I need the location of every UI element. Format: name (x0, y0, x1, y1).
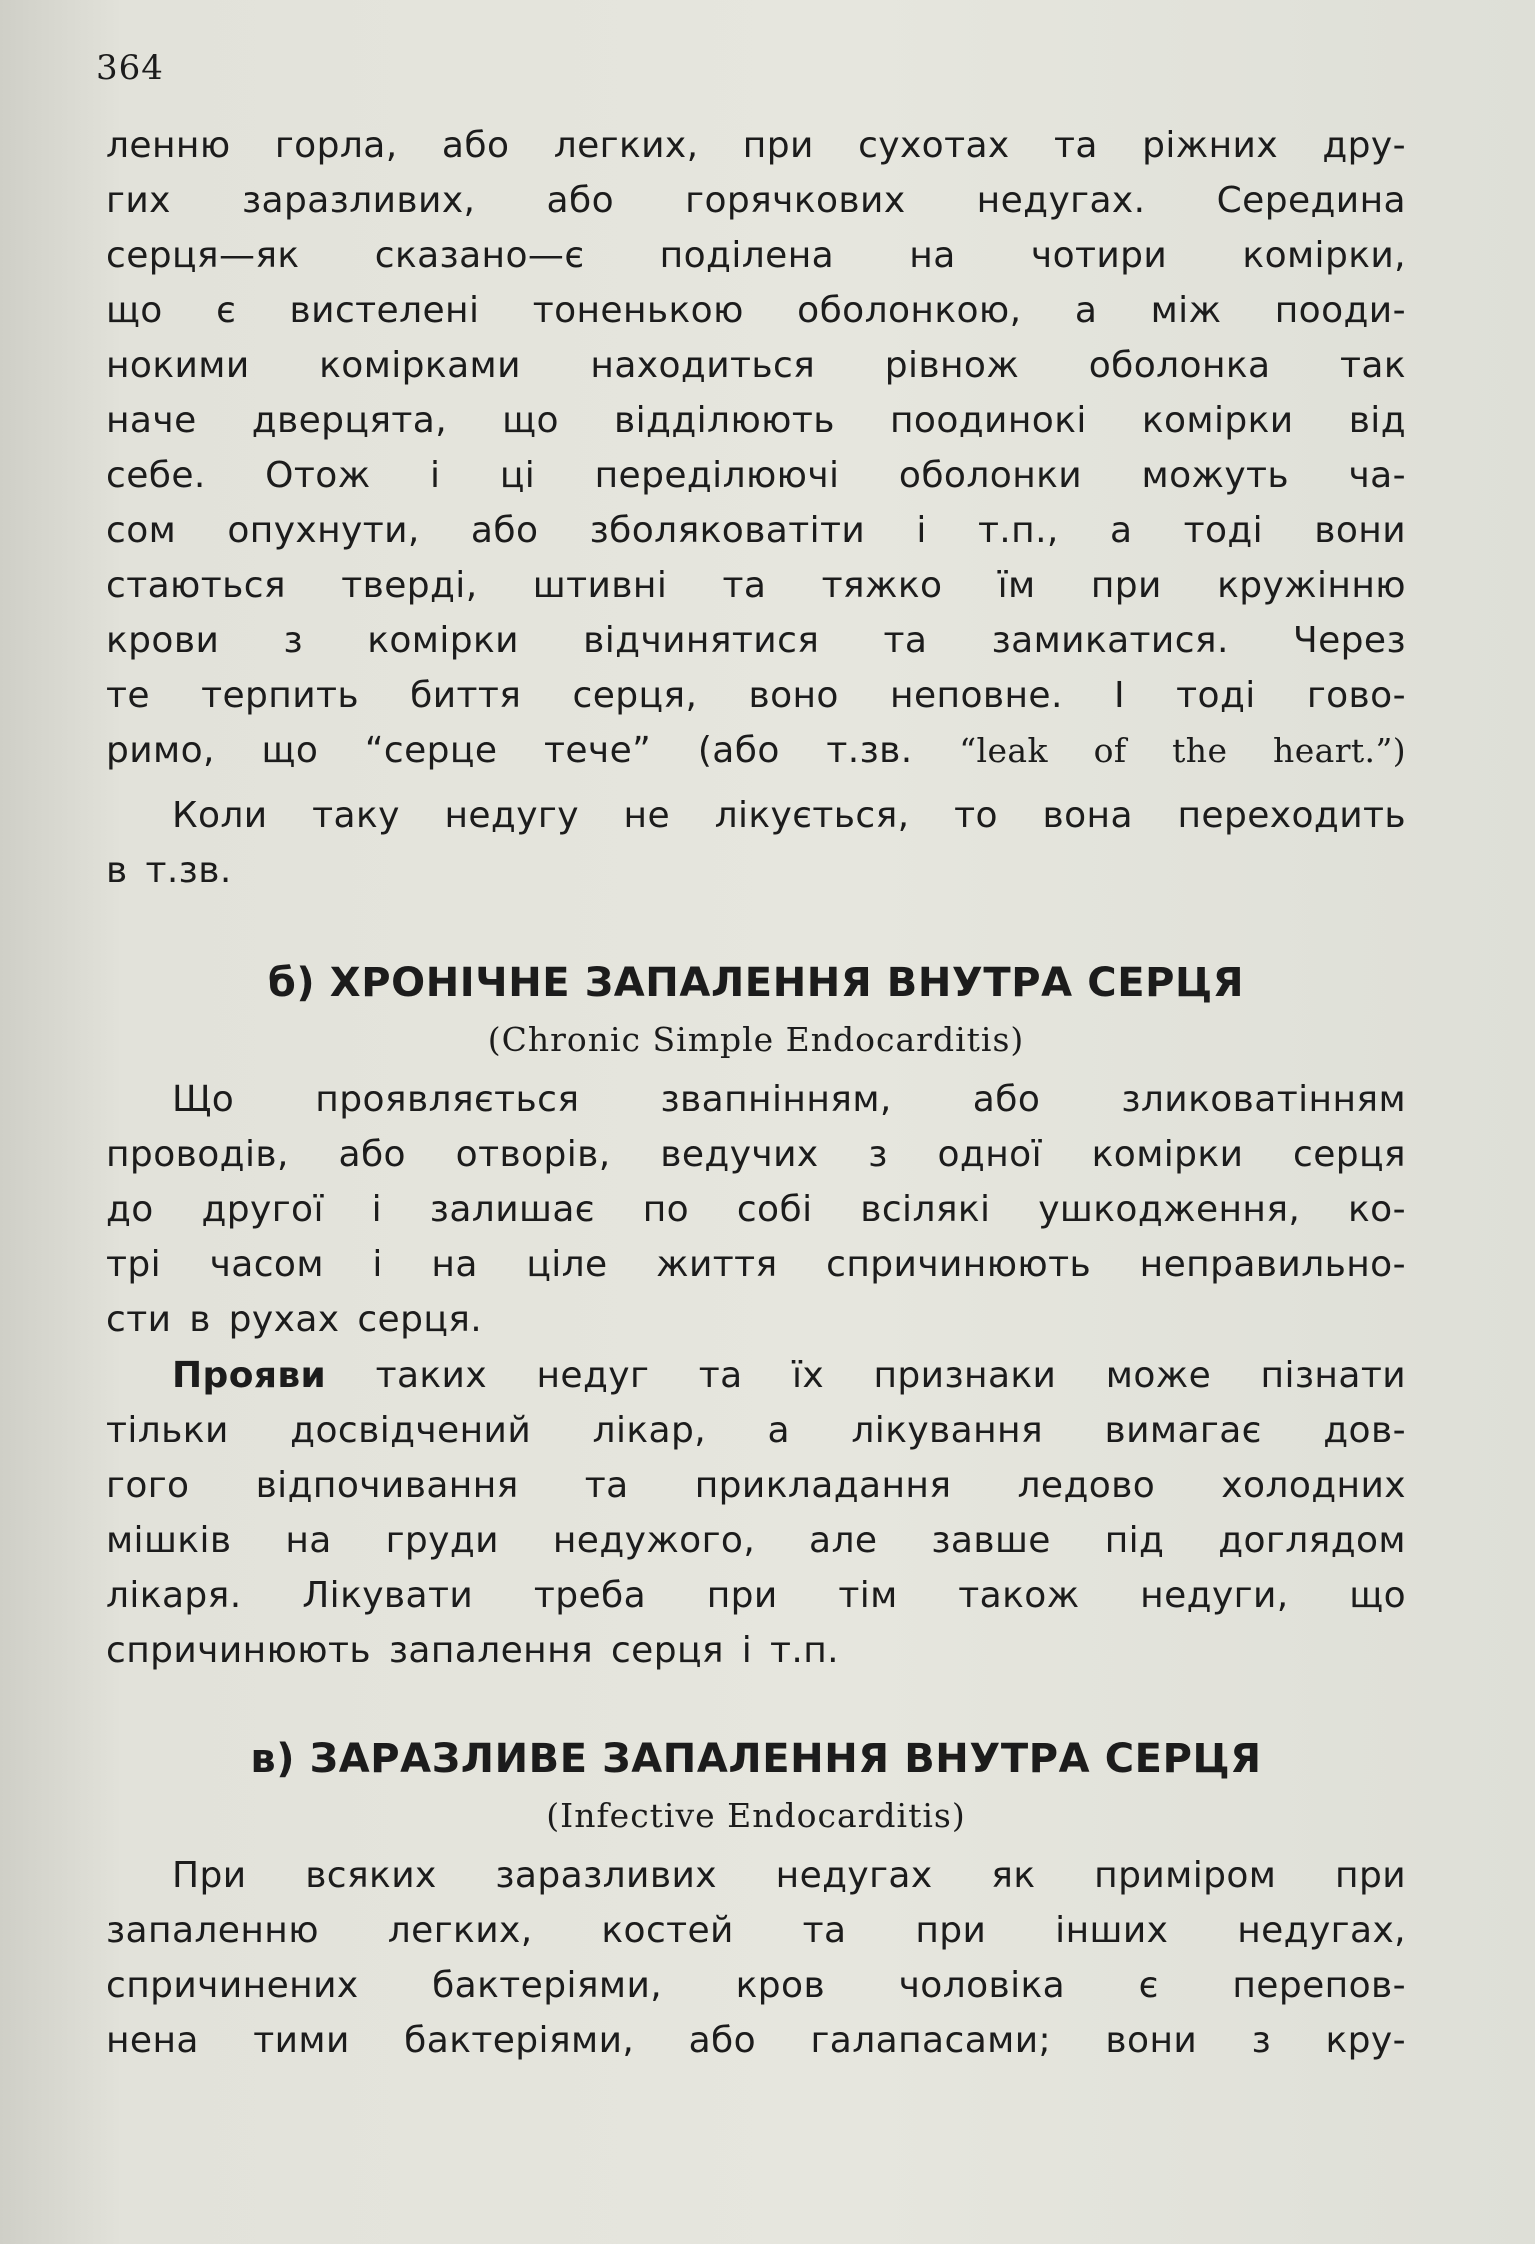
text-line: до другої і залишає по собі всілякі ушкодження, ко- (106, 1189, 1406, 1230)
text-line: ленню горла, або легких, при сухотах та ріжних дру- (106, 125, 1406, 166)
english-term: “leak of the heart.”) (959, 731, 1406, 770)
text-line: себе. Отож і ці переділюючі оболонки можуть ча- (106, 455, 1406, 496)
paragraph-transition (106, 788, 1406, 898)
text-line: Прояви таких недуг та їх признаки може пізнати (172, 1355, 1406, 1396)
text-line: Коли таку недугу не лікується, то вона переходить (172, 795, 1406, 836)
text-line: те терпить биття серця, воно неповне. І тоді гово- (106, 675, 1406, 716)
text-line: наче дверцята, що відділюють поодинокі комірки від (106, 400, 1406, 441)
text-line: запаленню легких, костей та при інших недугах, (106, 1910, 1406, 1951)
text-line: мішків на груди недужого, але завше під доглядом (106, 1520, 1406, 1561)
text-line: нокими комірками находиться рівнож оболонка так (106, 345, 1406, 386)
section-subheading-infective: (Infective Endocarditis) (546, 1796, 966, 1835)
text-line: лікаря. Лікувати треба при тім також недуги, що (106, 1575, 1406, 1616)
text-line: в т.зв. (106, 850, 232, 891)
text-line: крови з комірки відчинятися та замикатися. Через (106, 620, 1406, 661)
page-number: 364 (96, 48, 164, 88)
text-line-leak (106, 723, 1406, 778)
text-line: спричинюють запалення серця і т.п. (106, 1630, 839, 1671)
text-line: що є вистелені тоненькою оболонкою, а між пооди- (106, 290, 1406, 331)
text-line: При всяких заразливих недугах як приміром при (172, 1855, 1406, 1896)
text-line: спричинених бактеріями, кров чоловіка є перепов- (106, 1965, 1406, 2006)
text-line: сом опухнути, або зболяковатіти і т.п., а тоді вони (106, 510, 1406, 551)
text-line: серця—як сказано—є поділена на чотири комірки, (106, 235, 1406, 276)
text-line: гого відпочивання та прикладання ледово холодних (106, 1465, 1406, 1506)
text-line: Що проявляється звапнінням, або зликоватінням (172, 1079, 1406, 1120)
paragraph-infective-description (106, 1848, 1406, 2068)
text-line: проводів, або отворів, ведучих з одної комірки серця (106, 1134, 1406, 1175)
text-line: тільки досвідчений лікар, а лікування вимагає дов- (106, 1410, 1406, 1451)
bold-term: Прояви (172, 1355, 327, 1396)
paragraph-chronic-treatment (106, 1348, 1406, 1678)
text-line: трі часом і на ціле життя спричинюють неправильно- (106, 1244, 1406, 1285)
section-subheading-chronic: (Chronic Simple Endocarditis) (487, 1020, 1025, 1059)
paragraph-chronic-description (106, 1072, 1406, 1347)
text-line: гих заразливих, або горячкових недугах. Середина (106, 180, 1406, 221)
text-line: стаються тверді, штивні та тяжко їм при кружінню (106, 565, 1406, 606)
text-line: сти в рухах серця. (106, 1299, 483, 1340)
section-heading-chronic: б) ХРОНІЧНЕ ЗАПАЛЕННЯ ВНУТРА СЕРЦЯ (267, 960, 1245, 1006)
section-heading-infective: в) ЗАРАЗЛИВЕ ЗАПАЛЕННЯ ВНУТРА СЕРЦЯ (250, 1736, 1262, 1782)
text-prefix: римо, що “серце тече” (або т.зв. (106, 730, 913, 771)
text-line: нена тими бактеріями, або галапасами; вони з кру- (106, 2020, 1406, 2061)
paragraph-heart-valves (106, 118, 1406, 778)
